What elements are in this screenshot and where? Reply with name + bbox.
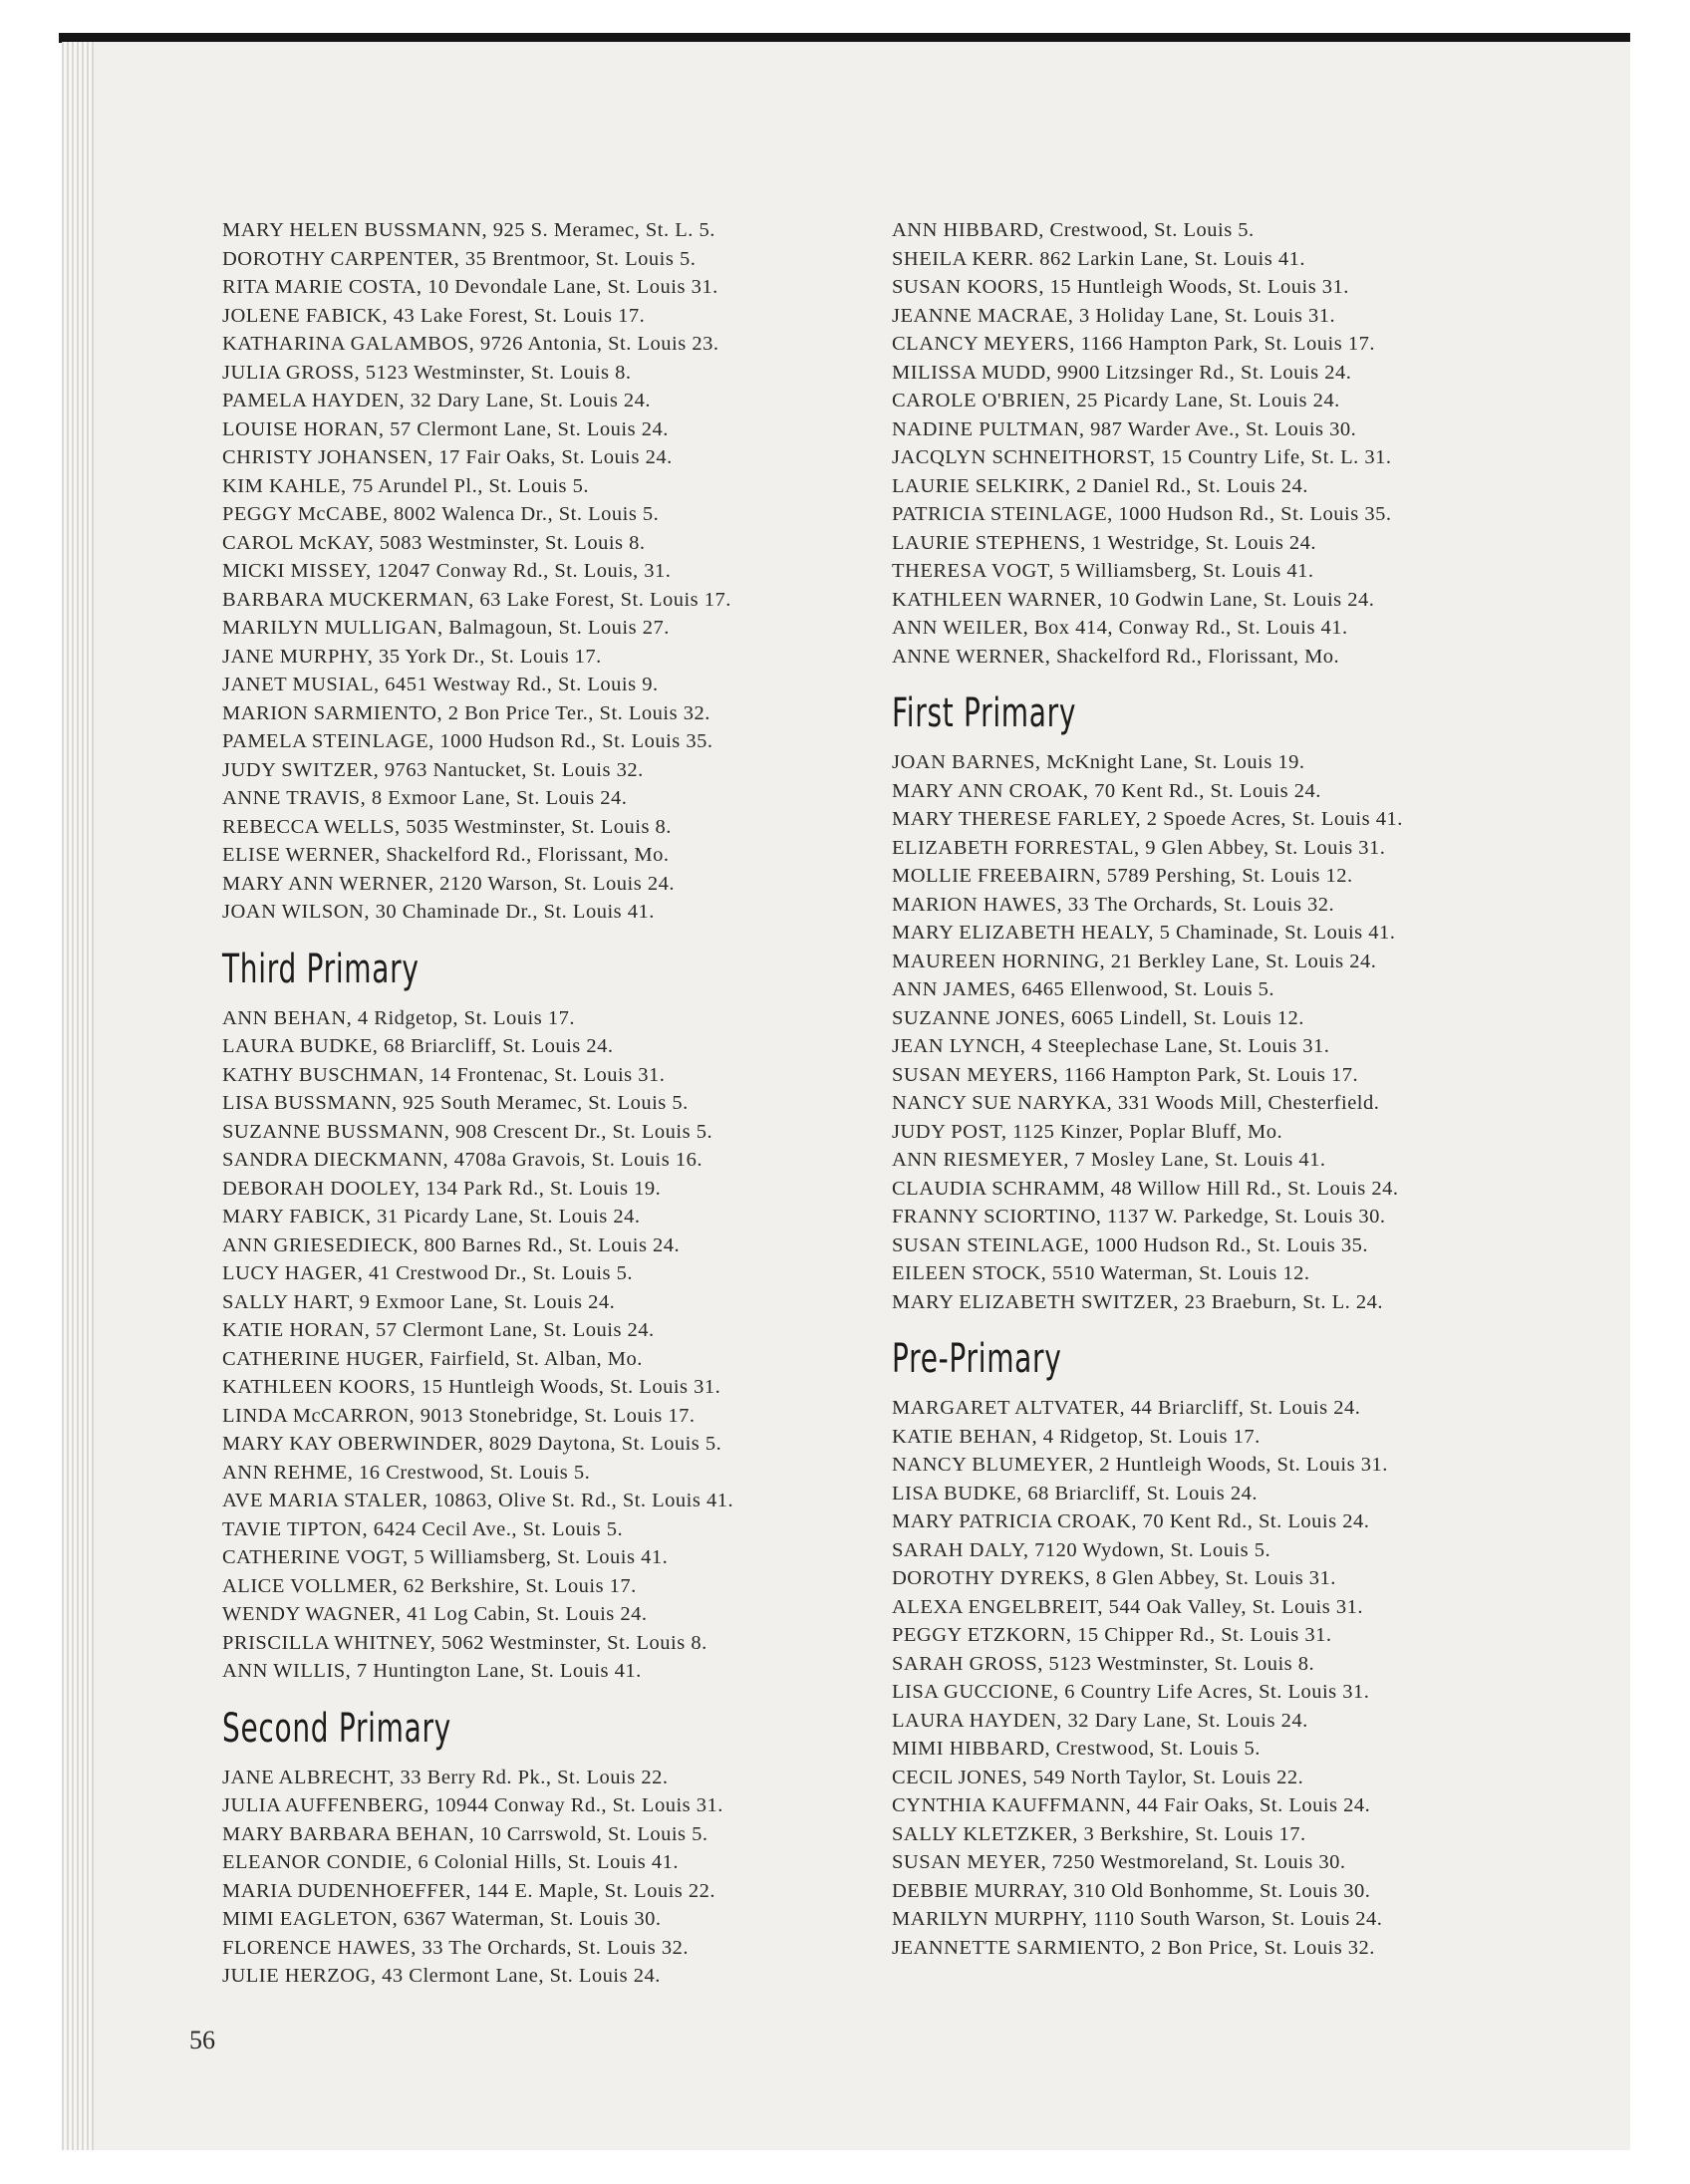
directory-entry: FLORENCE HAWES, 33 The Orchards, St. Louis 32. (222, 1936, 689, 1959)
directory-entry: ANN BEHAN, 4 Ridgetop, St. Louis 17. (222, 1006, 575, 1029)
directory-entry: JEAN LYNCH, 4 Steeplechase Lane, St. Louis 31. (892, 1035, 1330, 1057)
directory-entry: SHEILA KERR. 862 Larkin Lane, St. Louis 41. (892, 247, 1305, 270)
directory-entry: SUZANNE JONES, 6065 Lindell, St. Louis 12. (892, 1006, 1304, 1029)
directory-entry: MARY THERESE FARLEY, 2 Spoede Acres, St. Louis 41. (892, 808, 1403, 830)
directory-entry: MARION SARMIENTO, 2 Bon Price Ter., St. Louis 32. (222, 701, 710, 724)
directory-entry: MIMI EAGLETON, 6367 Waterman, St. Louis 30. (222, 1908, 662, 1930)
directory-entry: KATHY BUSCHMAN, 14 Frontenac, St. Louis 31. (222, 1063, 666, 1086)
directory-entry: JULIE HERZOG, 43 Clermont Lane, St. Louis 24. (222, 1965, 661, 1987)
directory-entry: AVE MARIA STALER, 10863, Olive St. Rd., St. Louis 41. (222, 1490, 734, 1511)
directory-entry: ANN HIBBARD, Crestwood, St. Louis 5. (892, 219, 1255, 241)
directory-entry: JANE MURPHY, 35 York Dr., St. Louis 17. (222, 645, 602, 668)
directory-entry: CYNTHIA KAUFFMANN, 44 Fair Oaks, St. Louis 24. (892, 1794, 1371, 1816)
directory-entry: MARY ANN CROAK, 70 Kent Rd., St. Louis 24. (892, 779, 1321, 802)
directory-entry: SARAH GROSS, 5123 Westminster, St. Louis 8. (892, 1652, 1315, 1675)
directory-entry: ANN RIESMEYER, 7 Mosley Lane, St. Louis 41. (892, 1149, 1326, 1171)
heading-pre-primary: Pre-Primary (892, 1336, 1062, 1382)
directory-entry: ANN WEILER, Box 414, Conway Rd., St. Louis 41. (892, 617, 1348, 639)
left-top-entries (222, 216, 860, 927)
directory-entry: MARILYN MULLIGAN, Balmagoun, St. Louis 27. (222, 617, 670, 639)
directory-entry: CAROL McKAY, 5083 Westminster, St. Louis 8. (222, 531, 646, 554)
directory-entry: THERESA VOGT, 5 Williamsberg, St. Louis 41. (892, 560, 1314, 582)
directory-entry: SANDRA DIECKMANN, 4708a Gravois, St. Louis 16. (222, 1149, 703, 1171)
directory-entry: JUDY POST, 1125 Kinzer, Poplar Bluff, Mo. (892, 1120, 1283, 1143)
directory-entry: JACQLYN SCHNEITHORST, 15 Country Life, St. L. 31. (892, 446, 1392, 468)
directory-entry: DEBBIE MURRAY, 310 Old Bonhomme, St. Louis 30. (892, 1879, 1371, 1902)
directory-entry: LAURIE SELKIRK, 2 Daniel Rd., St. Louis 24. (892, 474, 1308, 497)
directory-entry: KATHLEEN KOORS, 15 Huntleigh Woods, St. Louis 31. (222, 1376, 721, 1398)
directory-entry: LISA GUCCIONE, 6 Country Life Acres, St. Louis 31. (892, 1681, 1370, 1703)
right-column (892, 216, 1530, 1962)
directory-entry: LAURIE STEPHENS, 1 Westridge, St. Louis 24. (892, 531, 1317, 554)
directory-entry: FRANNY SCIORTINO, 1137 W. Parkedge, St. Louis 30. (892, 1206, 1386, 1228)
directory-entry: NANCY SUE NARYKA, 331 Woods Mill, Chesterfield. (892, 1092, 1380, 1114)
directory-entry: MARGARET ALTVATER, 44 Briarcliff, St. Louis 24. (892, 1397, 1361, 1419)
directory-entry: CHRISTY JOHANSEN, 17 Fair Oaks, St. Louis 24. (222, 446, 673, 468)
directory-entry: TAVIE TIPTON, 6424 Cecil Ave., St. Louis 5. (222, 1517, 624, 1540)
directory-entry: ANN WILLIS, 7 Huntington Lane, St. Louis 41. (222, 1660, 642, 1682)
directory-entry: CLAUDIA SCHRAMM, 48 Willow Hill Rd., St. Louis 24. (892, 1177, 1399, 1200)
directory-entry: JEANNETTE SARMIENTO, 2 Bon Price, St. Louis 32. (892, 1936, 1375, 1959)
directory-entry: SALLY KLETZKER, 3 Berkshire, St. Louis 17. (892, 1822, 1306, 1845)
directory-entry: MILISSA MUDD, 9900 Litzsinger Rd., St. Louis 24. (892, 361, 1352, 384)
page-number: 56 (189, 2026, 215, 2054)
directory-entry: SUZANNE BUSSMANN, 908 Crescent Dr., St. Louis 5. (222, 1120, 713, 1143)
directory-entry: ANNE TRAVIS, 8 Exmoor Lane, St. Louis 24. (222, 787, 628, 809)
directory-entry: EILEEN STOCK, 5510 Waterman, St. Louis 12. (892, 1262, 1310, 1284)
directory-entry: CATHERINE HUGER, Fairfield, St. Alban, Mo. (222, 1347, 643, 1370)
directory-entry: JOLENE FABICK, 43 Lake Forest, St. Louis 17. (222, 304, 646, 327)
directory-entry: MARY ELIZABETH SWITZER, 23 Braeburn, St. L. 24. (892, 1290, 1384, 1313)
directory-entry: KATHLEEN WARNER, 10 Godwin Lane, St. Louis 24. (892, 588, 1375, 611)
directory-entry: ELISE WERNER, Shackelford Rd., Florissant, Mo. (222, 844, 670, 866)
directory-entry: MICKI MISSEY, 12047 Conway Rd., St. Louis, 31. (222, 560, 672, 582)
directory-entry: NANCY BLUMEYER, 2 Huntleigh Woods, St. Louis 31. (892, 1454, 1388, 1476)
directory-entry: DOROTHY DYREKS, 8 Glen Abbey, St. Louis 31. (892, 1567, 1336, 1589)
directory-entry: SUSAN MEYERS, 1166 Hampton Park, St. Louis 17. (892, 1063, 1359, 1086)
directory-entry: WENDY WAGNER, 41 Log Cabin, St. Louis 24. (222, 1603, 648, 1625)
directory-entry: LISA BUSSMANN, 925 South Meramec, St. Louis 5. (222, 1092, 689, 1114)
directory-entry: MARY PATRICIA CROAK, 70 Kent Rd., St. Louis 24. (892, 1510, 1370, 1532)
page-binding-edge (62, 42, 94, 2150)
directory-entry: MARY FABICK, 31 Picardy Lane, St. Louis 24. (222, 1206, 641, 1228)
directory-entry: MARY BARBARA BEHAN, 10 Carrswold, St. Louis 5. (222, 1822, 708, 1845)
directory-entry: JULIA GROSS, 5123 Westminster, St. Louis 8. (222, 361, 632, 384)
directory-entry: SUSAN MEYER, 7250 Westmoreland, St. Louis 30. (892, 1851, 1346, 1873)
directory-entry: JUDY SWITZER, 9763 Nantucket, St. Louis 32. (222, 758, 644, 781)
directory-entry: MARIA DUDENHOEFFER, 144 E. Maple, St. Louis 22. (222, 1879, 716, 1902)
directory-entry: LUCY HAGER, 41 Crestwood Dr., St. Louis 5. (222, 1262, 634, 1284)
directory-entry: CATHERINE VOGT, 5 Williamsberg, St. Louis 41. (222, 1546, 669, 1568)
directory-entry: MOLLIE FREEBAIRN, 5789 Pershing, St. Louis 12. (892, 865, 1353, 887)
directory-entry: LINDA McCARRON, 9013 Stonebridge, St. Louis 17. (222, 1404, 696, 1427)
directory-entry: BARBARA MUCKERMAN, 63 Lake Forest, St. Louis 17. (222, 588, 731, 611)
heading-third-primary: Third Primary (222, 946, 420, 992)
directory-entry: PEGGY McCABE, 8002 Walenca Dr., St. Louis 5. (222, 503, 660, 525)
directory-entry: LAURA BUDKE, 68 Briarcliff, St. Louis 24. (222, 1035, 614, 1057)
directory-entry: MAUREEN HORNING, 21 Berkley Lane, St. Louis 24. (892, 950, 1377, 972)
pre-primary-entries (892, 1394, 1530, 1962)
directory-entry: DEBORAH DOOLEY, 134 Park Rd., St. Louis 19. (222, 1177, 662, 1200)
directory-entry: PAMELA HAYDEN, 32 Dary Lane, St. Louis 24. (222, 390, 652, 411)
directory-entry: SARAH DALY, 7120 Wydown, St. Louis 5. (892, 1538, 1271, 1561)
directory-entry: MARY ANN WERNER, 2120 Warson, St. Louis 24. (222, 872, 675, 895)
directory-entry: LOUISE HORAN, 57 Clermont Lane, St. Louis 24. (222, 417, 669, 440)
directory-entry: MARY KAY OBERWINDER, 8029 Daytona, St. Louis 5. (222, 1433, 722, 1455)
first-primary-entries (892, 748, 1530, 1316)
directory-entry: LISA BUDKE, 68 Briarcliff, St. Louis 24. (892, 1482, 1258, 1504)
directory-entry: MARY ELIZABETH HEALY, 5 Chaminade, St. Louis 41. (892, 922, 1396, 944)
directory-entry: NADINE PULTMAN, 987 Warder Ave., St. Louis 30. (892, 417, 1357, 440)
directory-entry: KATIE BEHAN, 4 Ridgetop, St. Louis 17. (892, 1425, 1261, 1448)
directory-entry: PATRICIA STEINLAGE, 1000 Hudson Rd., St. Louis 35. (892, 503, 1392, 525)
directory-entry: MIMI HIBBARD, Crestwood, St. Louis 5. (892, 1738, 1261, 1760)
directory-entry: ANN REHME, 16 Crestwood, St. Louis 5. (222, 1461, 591, 1484)
directory-entry: MARY HELEN BUSSMANN, 925 S. Meramec, St. L. 5. (222, 219, 715, 241)
directory-entry: CLANCY MEYERS, 1166 Hampton Park, St. Louis 17. (892, 333, 1375, 355)
directory-entry: RITA MARIE COSTA, 10 Devondale Lane, St. Louis 31. (222, 276, 718, 298)
right-top-entries (892, 216, 1530, 671)
directory-entry: PAMELA STEINLAGE, 1000 Hudson Rd., St. Louis 35. (222, 730, 713, 752)
directory-entry: JANET MUSIAL, 6451 Westway Rd., St. Louis 9. (222, 674, 659, 695)
directory-entry: SUSAN STEINLAGE, 1000 Hudson Rd., St. Louis 35. (892, 1233, 1368, 1256)
directory-entry: JOAN WILSON, 30 Chaminade Dr., St. Louis 41. (222, 901, 655, 923)
left-column (222, 216, 860, 1991)
second-primary-entries (222, 1764, 860, 1991)
directory-entry: JULIA AUFFENBERG, 10944 Conway Rd., St. Louis 31. (222, 1794, 723, 1816)
directory-entry: CECIL JONES, 549 North Taylor, St. Louis 22. (892, 1766, 1304, 1788)
directory-entry: SALLY HART, 9 Exmoor Lane, St. Louis 24. (222, 1290, 616, 1313)
directory-entry: SUSAN KOORS, 15 Huntleigh Woods, St. Louis 31. (892, 276, 1349, 298)
directory-entry: KIM KAHLE, 75 Arundel Pl., St. Louis 5. (222, 474, 589, 497)
directory-entry: LAURA HAYDEN, 32 Dary Lane, St. Louis 24. (892, 1709, 1308, 1732)
directory-entry: KATHARINA GALAMBOS, 9726 Antonia, St. Louis 23. (222, 333, 719, 355)
directory-entry: PEGGY ETZKORN, 15 Chipper Rd., St. Louis 31. (892, 1624, 1332, 1646)
third-primary-entries (222, 1004, 860, 1686)
directory-entry: PRISCILLA WHITNEY, 5062 Westminster, St. Louis 8. (222, 1631, 707, 1654)
directory-entry: ANN JAMES, 6465 Ellenwood, St. Louis 5. (892, 978, 1274, 1000)
directory-entry: ANNE WERNER, Shackelford Rd., Florissant, Mo. (892, 645, 1340, 668)
directory-entry: KATIE HORAN, 57 Clermont Lane, St. Louis 24. (222, 1319, 655, 1341)
directory-entry: ALEXA ENGELBREIT, 544 Oak Valley, St. Louis 31. (892, 1595, 1363, 1618)
directory-entry: REBECCA WELLS, 5035 Westminster, St. Louis 8. (222, 815, 672, 838)
directory-entry: ALICE VOLLMER, 62 Berkshire, St. Louis 17. (222, 1574, 637, 1597)
heading-first-primary: First Primary (892, 690, 1077, 736)
heading-second-primary: Second Primary (222, 1705, 451, 1752)
directory-entry: MARION HAWES, 33 The Orchards, St. Louis 32. (892, 893, 1335, 916)
directory-entry: DOROTHY CARPENTER, 35 Brentmoor, St. Louis 5. (222, 247, 697, 270)
directory-entry: CAROLE O'BRIEN, 25 Picardy Lane, St. Louis 24. (892, 390, 1340, 411)
directory-entry: JOAN BARNES, McKnight Lane, St. Louis 19. (892, 751, 1305, 773)
directory-entry: JANE ALBRECHT, 33 Berry Rd. Pk., St. Louis 22. (222, 1766, 669, 1788)
directory-entry: JEANNE MACRAE, 3 Holiday Lane, St. Louis 31. (892, 304, 1336, 327)
directory-entry: ANN GRIESEDIECK, 800 Barnes Rd., St. Louis 24. (222, 1233, 681, 1256)
directory-entry: MARILYN MURPHY, 1110 South Warson, St. Louis 24. (892, 1908, 1383, 1930)
directory-entry: ELEANOR CONDIE, 6 Colonial Hills, St. Louis 41. (222, 1851, 679, 1873)
directory-entry: ELIZABETH FORRESTAL, 9 Glen Abbey, St. Louis 31. (892, 836, 1386, 859)
